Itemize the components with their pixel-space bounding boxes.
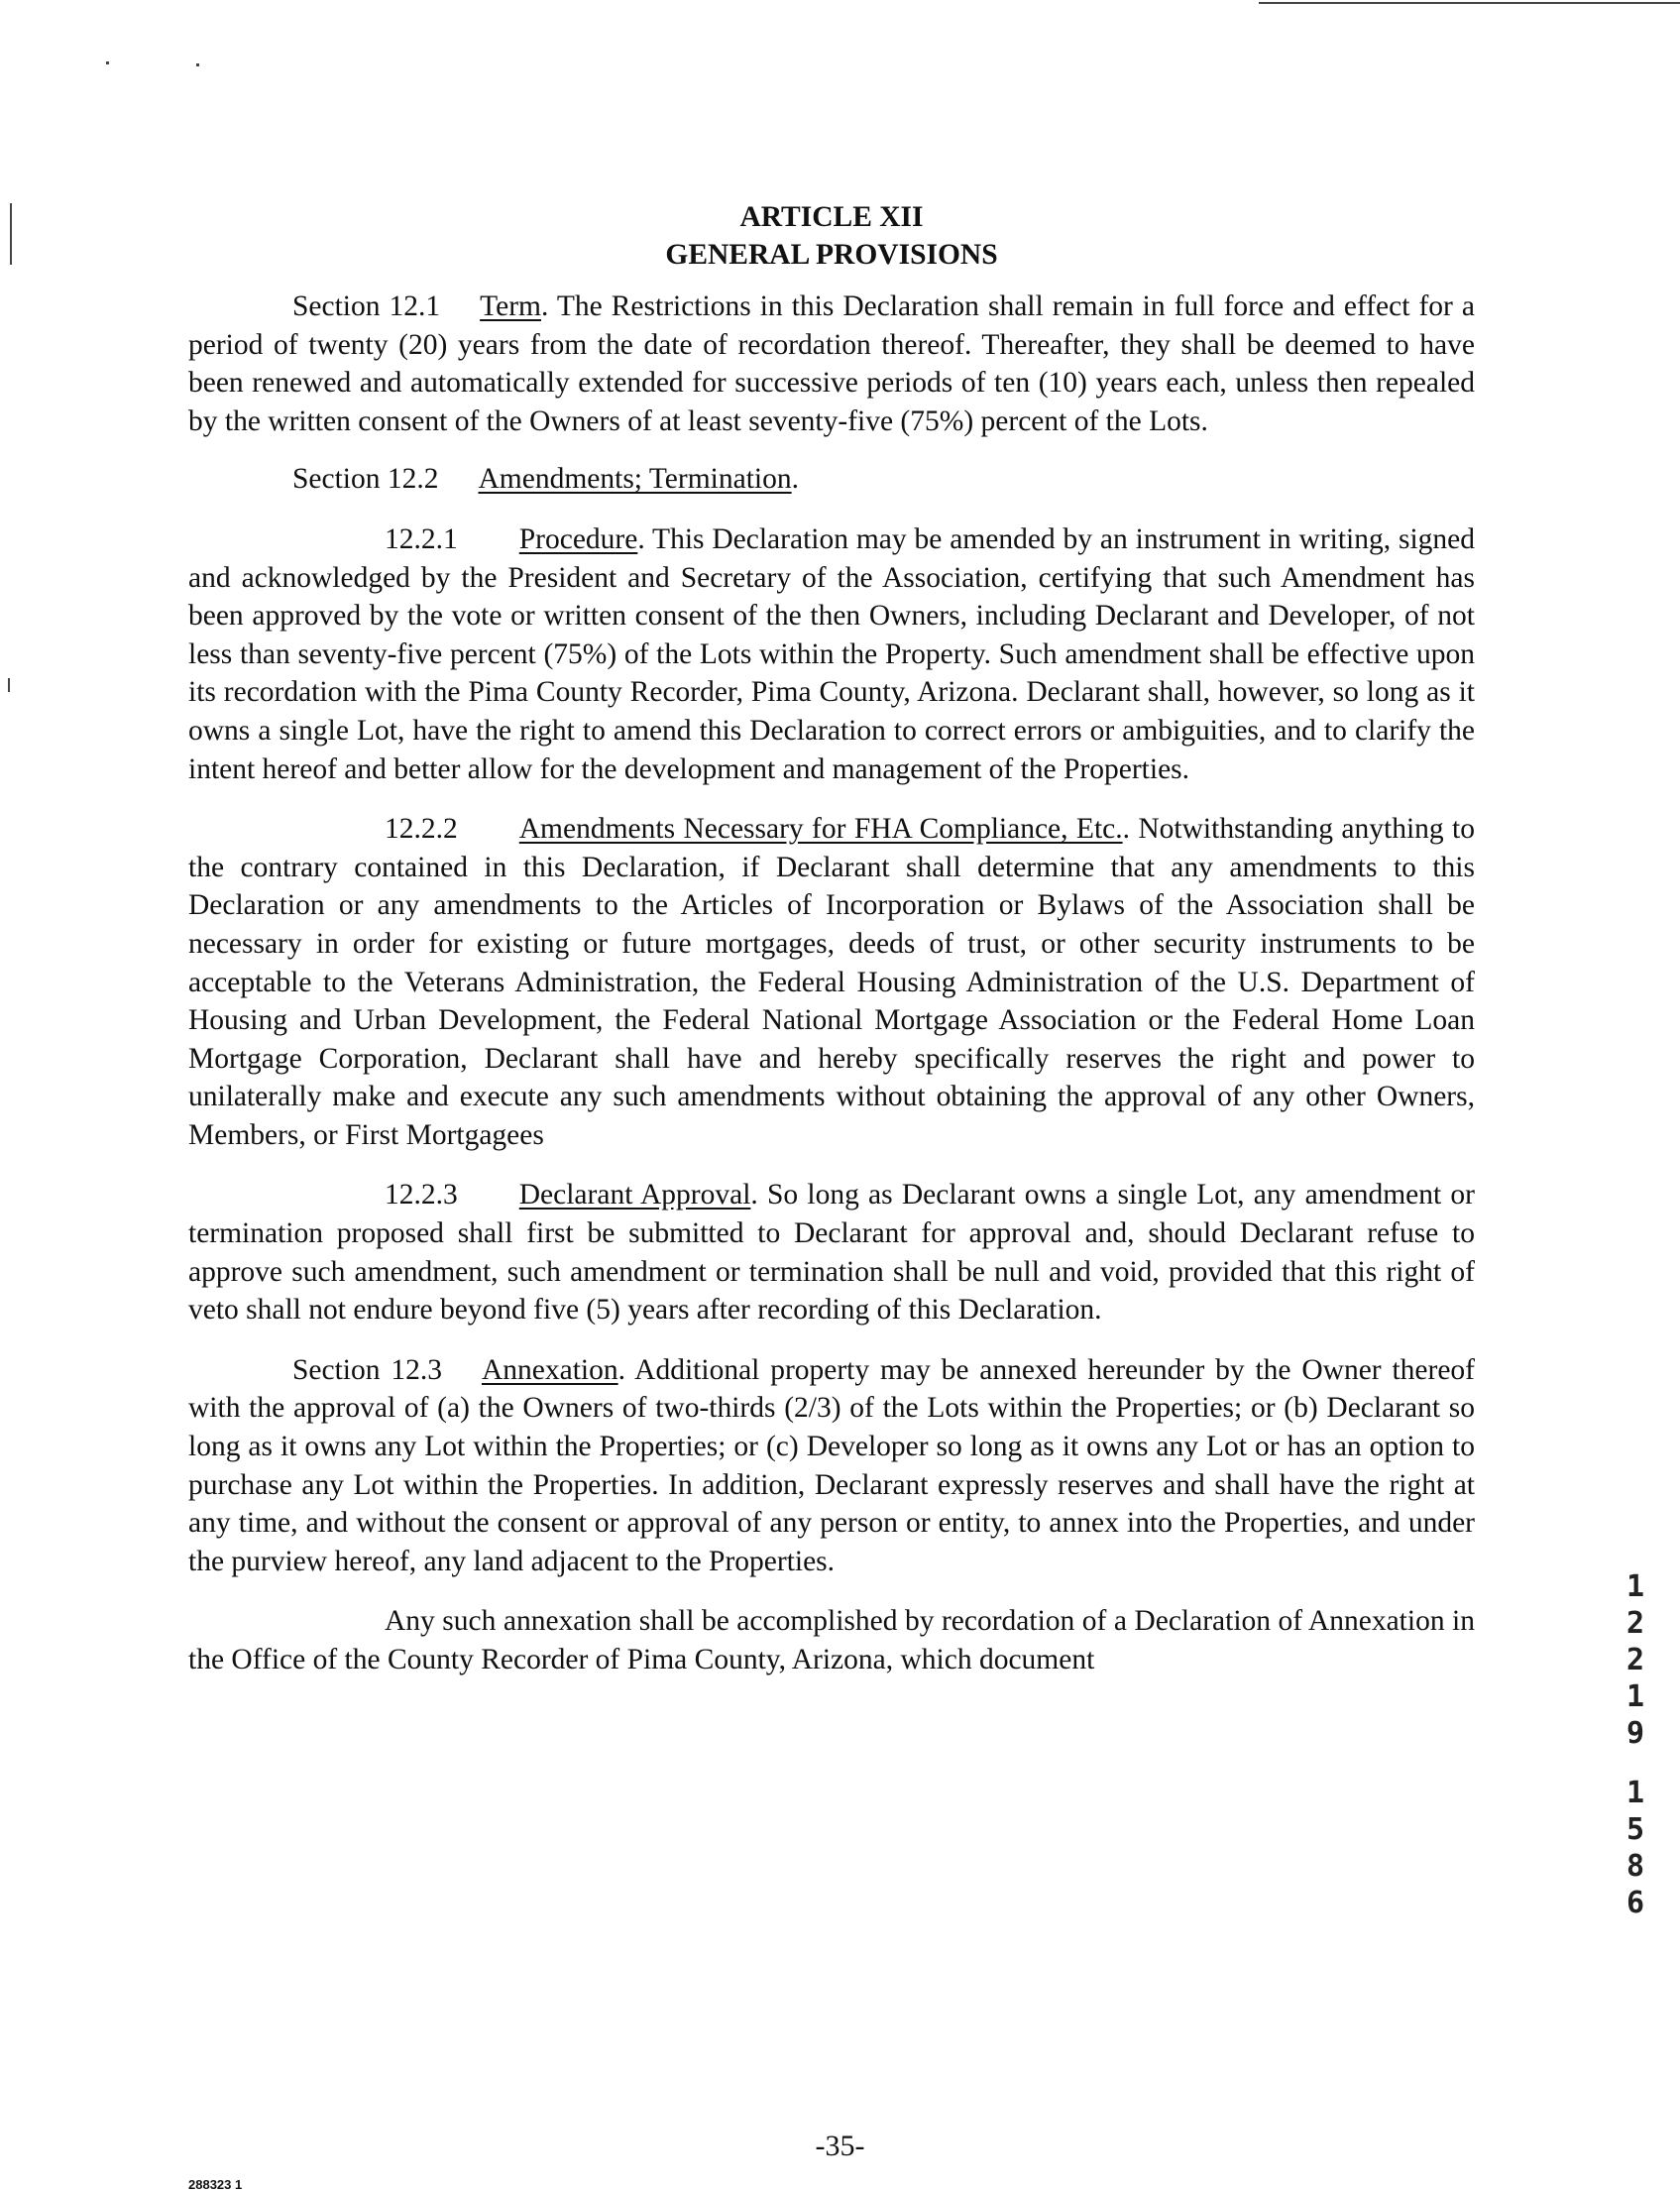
section-12-1 [188, 288, 1475, 440]
section-12-2-title: Amendments; Termination [478, 463, 792, 496]
section-12-2-2-number: 12.2.2 [385, 813, 458, 846]
section-12-2 [188, 460, 1475, 499]
scan-artifact-tick [8, 678, 10, 692]
section-12-2-1 [188, 520, 1475, 788]
section-12-1-title: Term [480, 290, 541, 322]
stamp-digit: 1 [1625, 1569, 1645, 1604]
section-12-2-2-text: . Notwithstanding anything to the contrary contained in this Declaration, if Declarant shall determine that any amendments to this Declaration or any amendments to the Articles of Incorporation or Bylaws of the Association shall be necessary in order for existing or future mortgages, deeds of trust, or other security instruments to be acceptable to the Veterans Administration, the Federal Housing Administration of the U.S. Department of Housing and Urban Development, the Federal National Mortgage Association or the Federal Home Loan Mortgage Corporation, Declarant shall have and hereby specifically reserves the right and power to unilaterally make and execute any such amendments without obtaining the approval of any other Owners, Members, or First Mortgagees [188, 813, 1475, 1151]
stamp-digit: 1 [1625, 1679, 1645, 1714]
section-12-1-text: . The Restrictions in this Declaration shall remain in full force and effect for a period of twenty (20) years from the date of recordation thereof. Thereafter, they shall be deemed to have been renewed and automatically extended for successive periods of ten (10) years each, unless then repealed by the written consent of the Owners of at least seventy-five (75%) percent of the Lots. [188, 290, 1475, 437]
stamp-digit: 6 [1625, 1886, 1645, 1920]
scan-artifact-left-bar [10, 203, 12, 265]
section-12-3-label: Section 12.3 [292, 1353, 442, 1386]
stamp-digit: 9 [1625, 1716, 1645, 1751]
recording-stamp-docket [1621, 1568, 1650, 1752]
stamp-digit: 2 [1625, 1606, 1645, 1641]
section-12-2-3-title: Declarant Approval [518, 1179, 751, 1211]
section-12-2-1-number: 12.2.1 [385, 522, 458, 555]
stamp-digit: 1 [1625, 1776, 1645, 1810]
document-id: 288323 1 [188, 2177, 243, 2192]
scan-artifact-dot [106, 61, 109, 64]
annexation-paragraph: Any such annexation shall be accomplished by recordation of a Declaration of Annexation in the Office of the County Recorder of Pima County, Arizona, which document [188, 1605, 1475, 1675]
article-title: GENERAL PROVISIONS [665, 239, 998, 271]
section-12-3-title: Annexation [481, 1353, 618, 1386]
section-12-3-text: . Additional property may be annexed hereunder by the Owner thereof with the approval of (a) the Owners of two-thirds (2/3) of the Lots within the Properties; or (b) Declarant so long as it owns any Lot within the Properties; or (c) Developer so long as it owns any Lot or has an option to purchase any Lot within the Properties. In addition, Declarant expressly reserves and shall have the right at any time, and without the consent or approval of any person or entity, to annex into the Properties, and under the purview hereof, any land adjacent to the Properties. [188, 1353, 1475, 1577]
section-12-2-2-title: Amendments Necessary for FHA Compliance, Etc. [518, 813, 1123, 846]
section-12-2-end: . [791, 463, 799, 496]
section-12-2-1-text: . This Declaration may be amended by an instrument in writing, signed and acknowledged by the President and Secretary of the Association, certifying that such Amendment has been approved by the vote or written consent of the then Owners, including Declarant and Developer, of not less than seventy-five percent (75%) of the Lots within the Property. Such amendment shall be effective upon its recordation with the Pima County Recorder, Pima County, Arizona. Declarant shall, however, so long as it owns a single Lot, have the right to amend this Declaration to correct errors or ambiguities, and to clarify the intent hereof and better allow for the development and management of the Properties. [188, 522, 1475, 785]
recording-stamp-page [1621, 1775, 1650, 1921]
page-number: -35- [815, 2130, 865, 2162]
article-number: ARTICLE XII [739, 201, 924, 233]
scan-artifact-dot [196, 63, 199, 66]
section-12-2-3 [188, 1176, 1475, 1328]
section-12-1-label: Section 12.1 [292, 290, 441, 322]
document-body [188, 198, 1475, 1679]
section-12-2-2 [188, 810, 1475, 1154]
section-12-2-label: Section 12.2 [292, 463, 439, 496]
scan-artifact-top-line [1259, 2, 1680, 4]
section-12-2-1-title: Procedure [518, 522, 638, 555]
section-12-2-3-text: . So long as Declarant owns a single Lot, any amendment or termination proposed shall first be submitted to Declarant for approval and, should Declarant refuse to approve such amendment, such amendment or termination shall be null and void, provided that this right of veto shall not endure beyond five (5) years after recording of this Declaration. [188, 1179, 1475, 1327]
stamp-digit: 2 [1625, 1643, 1645, 1677]
section-12-2-3-number: 12.2.3 [385, 1179, 458, 1211]
section-12-3 [188, 1351, 1475, 1581]
stamp-digit: 8 [1625, 1849, 1645, 1884]
stamp-digit: 5 [1625, 1812, 1645, 1847]
